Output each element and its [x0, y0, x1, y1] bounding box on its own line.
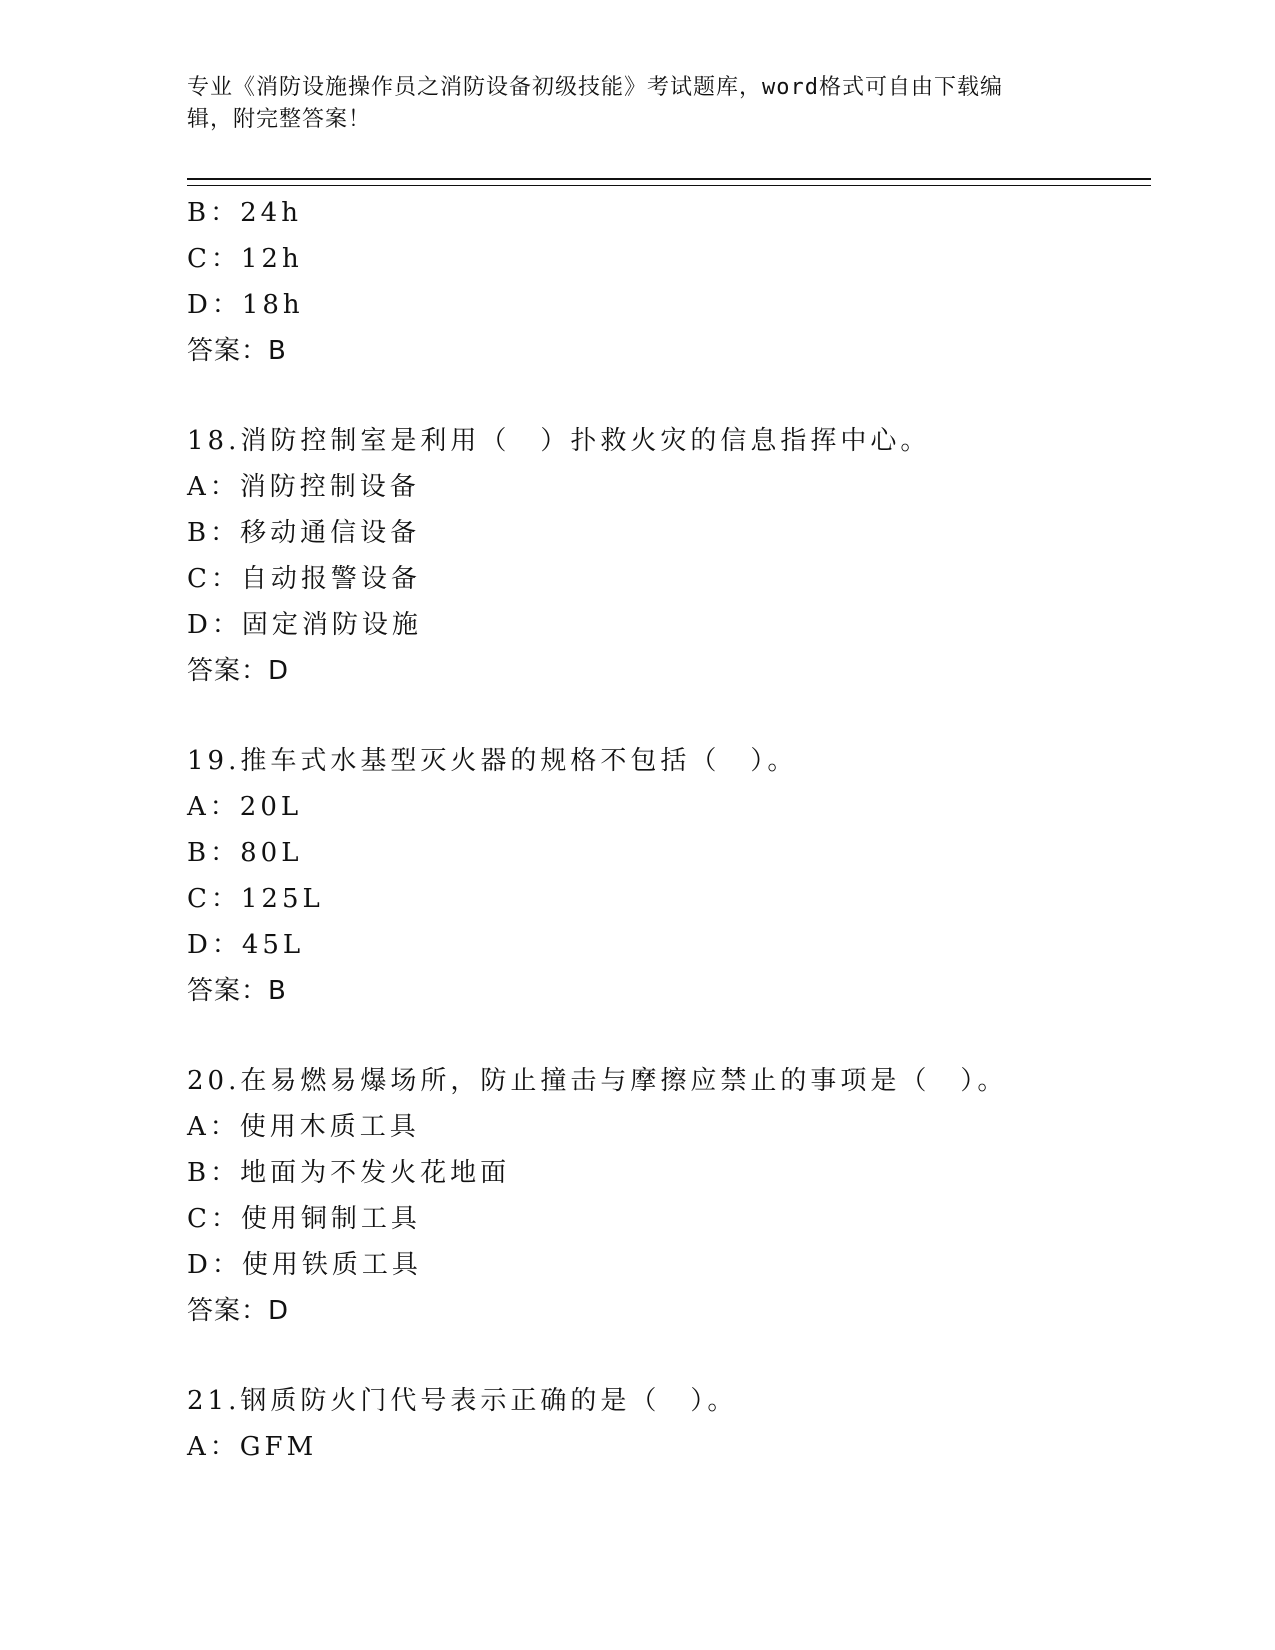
option-b: B：地面为不发火花地面	[187, 1158, 511, 1188]
answer: 答案：D	[187, 656, 290, 686]
question-18	[187, 418, 1147, 694]
question-17-continued	[187, 190, 1147, 374]
question-19	[187, 738, 1147, 1014]
option-c: C：125L	[187, 884, 324, 914]
question-list	[187, 190, 1147, 1470]
option-b: B：80L	[187, 838, 303, 868]
option-a: A：使用木质工具	[187, 1112, 420, 1142]
answer: 答案：D	[187, 1296, 290, 1326]
header-divider	[187, 178, 1151, 186]
option-a: A：消防控制设备	[187, 472, 420, 502]
question-stem: 20.在易燃易爆场所，防止撞击与摩擦应禁止的事项是（ ）。	[187, 1066, 1008, 1096]
option-b: B：24h	[187, 198, 302, 228]
option-c: C：12h	[187, 244, 303, 274]
option-d: D：18h	[187, 290, 304, 320]
document-header	[187, 72, 1067, 136]
question-20	[187, 1058, 1147, 1334]
question-stem: 18.消防控制室是利用（ ）扑救火灾的信息指挥中心。	[187, 426, 931, 456]
answer: 答案：B	[187, 336, 287, 366]
question-stem: 21.钢质防火门代号表示正确的是（ ）。	[187, 1386, 738, 1416]
option-c: C：自动报警设备	[187, 564, 421, 594]
option-c: C：使用铜制工具	[187, 1204, 421, 1234]
question-21	[187, 1378, 1147, 1470]
option-a: A：GFM	[187, 1432, 318, 1462]
option-b: B：移动通信设备	[187, 518, 421, 548]
answer: 答案：B	[187, 976, 287, 1006]
header-line-2: 辑，附完整答案！	[187, 107, 372, 132]
question-stem: 19.推车式水基型灭火器的规格不包括（ ）。	[187, 746, 798, 776]
header-line-1: 专业《消防设施操作员之消防设备初级技能》考试题库，word格式可自由下载编	[187, 75, 1003, 100]
option-a: A：20L	[187, 792, 303, 822]
option-d: D：使用铁质工具	[187, 1250, 422, 1280]
option-d: D：45L	[187, 930, 305, 960]
option-d: D：固定消防设施	[187, 610, 422, 640]
